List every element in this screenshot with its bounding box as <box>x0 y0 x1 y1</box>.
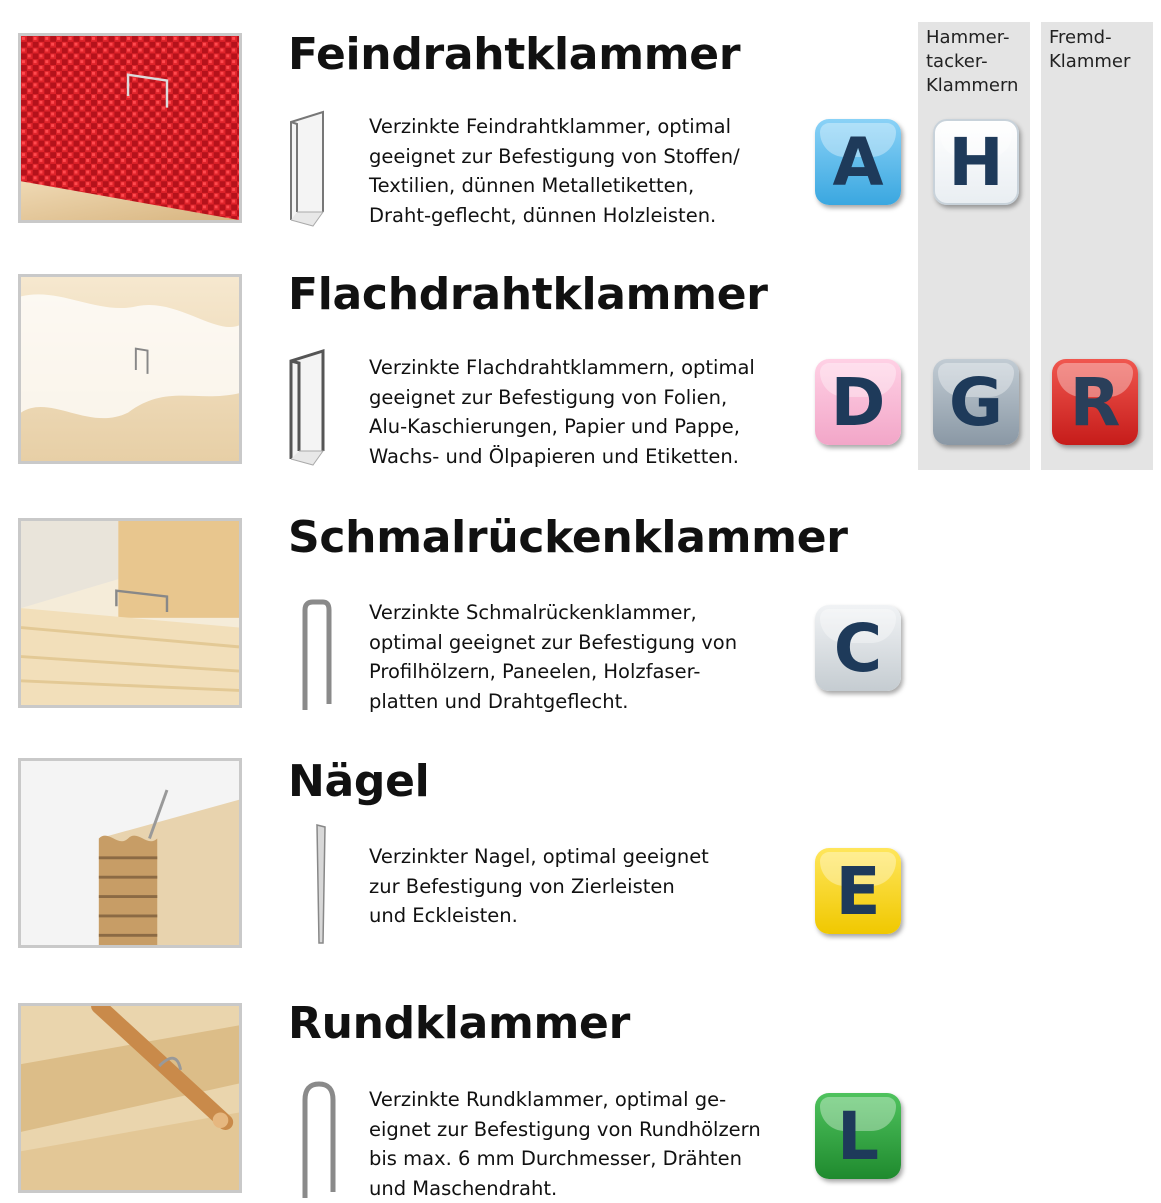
badge-c: C <box>815 605 901 691</box>
feindraht-staple-icon <box>283 108 345 230</box>
badge-g: G <box>933 359 1019 445</box>
section-description-rundklammer: Verzinkte Rundklammer, optimal ge- eignet zur Befestigung von Rundhölzern bis max. 6 mm Durchmesser, Drähten und Maschendraht. <box>369 1088 761 1200</box>
badge-h: H <box>933 119 1019 205</box>
section-title-flachdrahtklammer: Flachdrahtklammer <box>288 269 768 320</box>
badge-l: L <box>815 1093 901 1179</box>
section-description-naegel: Verzinkter Nagel, optimal geeignet zur Befestigung von Zierleisten und Eckleisten. <box>369 845 709 927</box>
rundklammer-dowel-photo <box>18 1003 242 1193</box>
section-description-schmalrueckenklammer: Verzinkte Schmalrückenklammer, optimal geeignet zur Befestigung von Profilhölzern, Paneelen, Holzfaser- platten und Drahtgeflecht. <box>369 601 738 713</box>
badge-d: D <box>815 359 901 445</box>
feindraht-fabric-photo <box>18 33 242 223</box>
schmalruecken-staple-icon <box>283 596 345 718</box>
flachdraht-foil-photo <box>18 274 242 464</box>
section-description-flachdrahtklammer: Verzinkte Flachdrahtklammern, optimal geeignet zur Befestigung von Folien, Alu-Kaschierungen, Papier und Pappe, Wachs- und Ölpapieren und Etiketten. <box>369 356 755 468</box>
schmalruecken-wood-photo <box>18 518 242 708</box>
fremd-klammer-column-header: Fremd- Klammer <box>1049 27 1131 72</box>
rundklammer-staple-icon <box>283 1080 345 1202</box>
naegel-moulding-photo <box>18 758 242 948</box>
section-title-naegel: Nägel <box>288 756 430 807</box>
hammertacker-column-header: Hammer- tacker- Klammern <box>926 27 1019 96</box>
section-title-schmalrueckenklammer: Schmalrückenklammer <box>288 512 848 563</box>
flachdraht-staple-icon <box>283 347 345 469</box>
badge-a: A <box>815 119 901 205</box>
badge-e: E <box>815 848 901 934</box>
badge-r: R <box>1052 359 1138 445</box>
nail-icon <box>283 823 345 945</box>
section-description-feindrahtklammer: Verzinkte Feindrahtklammer, optimal geeignet zur Befestigung von Stoffen/ Textilien, dünnen Metalletiketten, Draht-geflecht, dünnen Holzleisten. <box>369 115 740 227</box>
section-title-feindrahtklammer: Feindrahtklammer <box>288 29 741 80</box>
section-title-rundklammer: Rundklammer <box>288 998 630 1049</box>
